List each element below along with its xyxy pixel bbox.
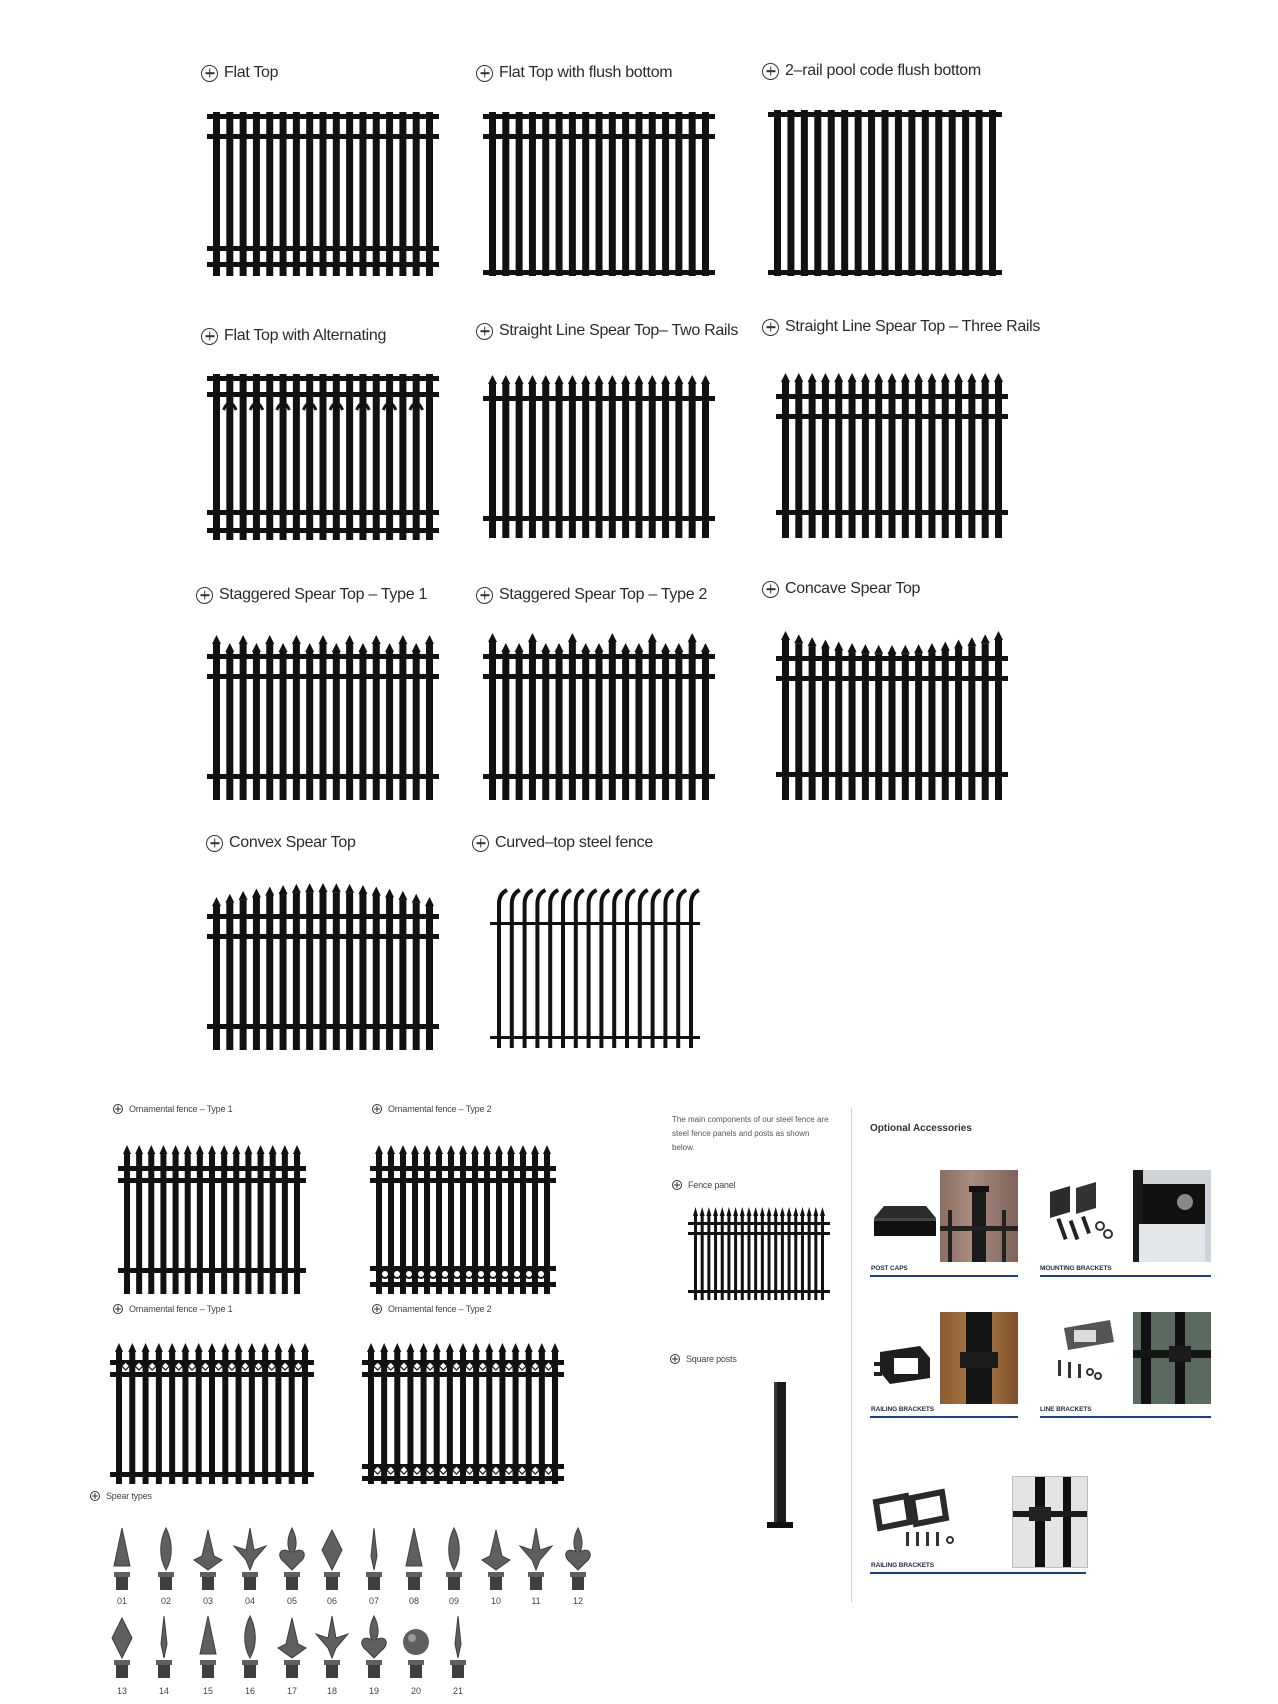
spear-number-label: 16 — [244, 1686, 255, 1696]
plus-circle-icon — [201, 65, 218, 82]
spear-number-label: 13 — [116, 1686, 127, 1696]
plus-circle-icon — [672, 1180, 682, 1190]
spear-number-label: 12 — [572, 1596, 583, 1606]
spear-type-07-icon — [356, 1526, 392, 1592]
plus-circle-icon — [762, 581, 779, 598]
caption-ornamental-1a: Ornamental fence – Type 1 — [113, 1104, 232, 1114]
post-caps-label: POST CAPS — [871, 1265, 908, 1272]
plus-circle-icon — [90, 1491, 100, 1501]
railing-brackets-underline-2 — [870, 1572, 1086, 1574]
fence-ornamental-2b — [362, 1346, 564, 1484]
caption-flat-top-flush: Flat Top with flush bottom — [476, 64, 672, 82]
spear-number-label: 09 — [448, 1596, 459, 1606]
railing-bracket-image-2 — [870, 1492, 980, 1562]
spear-type-21-icon — [440, 1614, 476, 1680]
caption-spear-types: Spear types — [90, 1491, 152, 1501]
plus-circle-icon — [372, 1304, 382, 1314]
fence-panel-image — [688, 1212, 830, 1300]
spear-type-19-icon — [356, 1614, 392, 1680]
spear-type-10-icon — [478, 1526, 514, 1592]
fence-concave — [776, 638, 1008, 800]
caption-concave: Concave Spear Top — [762, 580, 920, 598]
plus-circle-icon — [472, 835, 489, 852]
mounting-bracket-image — [1040, 1182, 1130, 1262]
railing-brackets-label-2: RAILING BRACKETS — [871, 1562, 935, 1569]
components-intro: The main components of our steel fence are steel fence panels and posts as shown below. — [672, 1115, 829, 1152]
caption-curved-top: Curved–top steel fence — [472, 834, 653, 852]
caption-ornamental-1b: Ornamental fence – Type 1 — [113, 1304, 232, 1314]
line-bracket-photo — [1133, 1312, 1211, 1404]
caption-staggered-type-1: Staggered Spear Top – Type 1 — [196, 586, 427, 604]
fence-flat-top-flush — [483, 112, 715, 276]
spear-type-09-icon — [436, 1526, 472, 1592]
fence-staggered-type-1 — [207, 640, 439, 800]
caption-straight-three-rails: Straight Line Spear Top – Three Rails — [762, 318, 1040, 336]
plus-circle-icon — [372, 1104, 382, 1114]
spear-number-label: 18 — [326, 1686, 337, 1696]
caption-convex: Convex Spear Top — [206, 834, 356, 852]
caption-square-posts: Square posts — [670, 1354, 737, 1364]
spear-number-label: 03 — [202, 1596, 213, 1606]
plus-circle-icon — [113, 1104, 123, 1114]
spear-number-label: 06 — [326, 1596, 337, 1606]
fence-ornamental-1b — [110, 1346, 314, 1484]
accessories-title: Optional Accessories — [870, 1123, 972, 1134]
mounting-bracket-photo — [1133, 1170, 1211, 1262]
spear-number-label: 19 — [368, 1686, 379, 1696]
spear-type-06-icon — [314, 1526, 350, 1592]
fence-curved-top — [490, 888, 700, 1048]
spear-number-label: 21 — [452, 1686, 463, 1696]
spear-type-05-icon — [274, 1526, 310, 1592]
plus-circle-icon — [476, 323, 493, 340]
spear-number-label: 14 — [158, 1686, 169, 1696]
spear-type-14-icon — [146, 1614, 182, 1680]
spear-type-15-icon — [190, 1614, 226, 1680]
plus-circle-icon — [206, 835, 223, 852]
fence-flat-top — [207, 112, 439, 276]
spear-type-04-icon — [232, 1526, 268, 1592]
spear-type-18-icon — [314, 1614, 350, 1680]
fence-ornamental-2a — [370, 1148, 556, 1294]
fence-flat-top-alternating — [207, 374, 439, 540]
plus-circle-icon — [476, 587, 493, 604]
spear-number-label: 01 — [116, 1596, 127, 1606]
plus-circle-icon — [670, 1354, 680, 1364]
spear-type-03-icon — [190, 1526, 226, 1592]
spear-number-label: 15 — [202, 1686, 213, 1696]
caption-staggered-type-2: Staggered Spear Top – Type 2 — [476, 586, 707, 604]
spear-type-16-icon — [232, 1614, 268, 1680]
spear-type-20-icon — [398, 1614, 434, 1680]
line-bracket-image — [1040, 1320, 1130, 1400]
spear-number-label: 11 — [531, 1596, 541, 1606]
spear-type-13-icon — [104, 1614, 140, 1680]
spear-number-label: 17 — [286, 1686, 297, 1696]
plus-circle-icon — [762, 319, 779, 336]
spear-number-label: 20 — [410, 1686, 421, 1696]
fence-ornamental-1a — [118, 1148, 306, 1294]
caption-flat-top: Flat Top — [201, 64, 278, 82]
post-caps-underline — [870, 1275, 1018, 1277]
spear-type-08-icon — [396, 1526, 432, 1592]
mounting-brackets-label: MOUNTING BRACKETS — [1040, 1265, 1112, 1272]
post-cap-image — [870, 1200, 940, 1250]
railing-bracket-photo-2 — [1012, 1476, 1088, 1568]
spear-type-01-icon — [104, 1526, 140, 1592]
mounting-brackets-underline — [1040, 1275, 1211, 1277]
railing-bracket-image — [870, 1338, 940, 1398]
caption-ornamental-2a: Ornamental fence – Type 2 — [372, 1104, 491, 1114]
spear-number-label: 07 — [368, 1596, 379, 1606]
plus-circle-icon — [762, 63, 779, 80]
fence-convex — [207, 890, 439, 1050]
spear-number-label: 02 — [160, 1596, 171, 1606]
column-divider — [851, 1108, 852, 1602]
line-brackets-underline — [1040, 1416, 1211, 1418]
plus-circle-icon — [201, 328, 218, 345]
spear-number-label: 08 — [408, 1596, 419, 1606]
fence-2-rail-pool — [768, 110, 1002, 276]
plus-circle-icon — [476, 65, 493, 82]
caption-fence-panel: Fence panel — [672, 1180, 735, 1190]
caption-2-rail-pool: 2–rail pool code flush bottom — [762, 62, 981, 80]
railing-brackets-label-1: RAILING BRACKETS — [871, 1406, 935, 1413]
caption-flat-top-alternating: Flat Top with Alternating — [201, 327, 386, 345]
fence-straight-two-rails — [483, 378, 715, 538]
spear-type-12-icon — [560, 1526, 596, 1592]
square-post-image — [765, 1382, 795, 1532]
fence-straight-three-rails — [776, 376, 1008, 538]
caption-ornamental-2b: Ornamental fence – Type 2 — [372, 1304, 491, 1314]
spear-number-label: 10 — [490, 1596, 501, 1606]
spear-number-label: 05 — [286, 1596, 297, 1606]
spear-type-11-icon — [518, 1526, 554, 1592]
railing-bracket-photo — [940, 1312, 1018, 1404]
spear-number-label: 04 — [244, 1596, 255, 1606]
plus-circle-icon — [196, 587, 213, 604]
fence-staggered-type-2 — [483, 640, 715, 800]
plus-circle-icon — [113, 1304, 123, 1314]
spear-type-02-icon — [148, 1526, 184, 1592]
line-brackets-label: LINE BRACKETS — [1040, 1406, 1092, 1413]
spear-type-17-icon — [274, 1614, 310, 1680]
post-cap-photo — [940, 1170, 1018, 1262]
caption-straight-two-rails: Straight Line Spear Top– Two Rails — [476, 322, 738, 340]
railing-brackets-underline-1 — [870, 1416, 1018, 1418]
